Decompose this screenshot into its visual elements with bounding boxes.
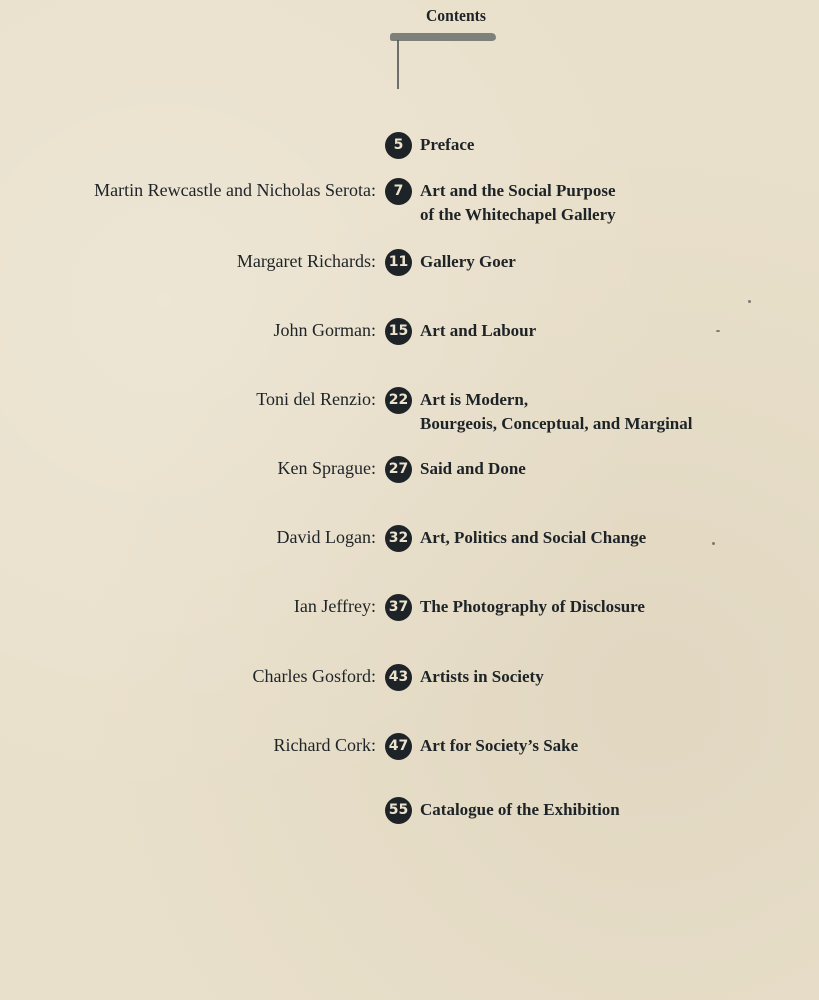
chapter-title-line: Gallery Goer: [420, 252, 516, 271]
page-number-badge: 11: [385, 249, 412, 276]
author-name: Ian Jeffrey:: [293, 596, 376, 616]
toc-entry: [0, 249, 819, 297]
chapter-title: [420, 319, 536, 343]
page-number-badge: 37: [385, 594, 412, 621]
toc-entry: [0, 733, 819, 781]
author-name: John Gorman:: [273, 320, 376, 340]
toc-entry: [0, 664, 819, 712]
paper-speck: [748, 300, 751, 303]
chapter-title: [420, 133, 474, 157]
chapter-title-line: of the Whitechapel Gallery: [420, 205, 616, 224]
toc-entry: [0, 132, 819, 180]
author-name: Martin Rewcastle and Nicholas Serota:: [94, 180, 376, 200]
chapter-title: [420, 595, 645, 619]
toc-entry: [0, 318, 819, 366]
toc-entry: [0, 387, 819, 435]
author-name: Richard Cork:: [273, 735, 376, 755]
chapter-title-line: Said and Done: [420, 459, 526, 478]
author-name: David Logan:: [276, 527, 376, 547]
author-name: Ken Sprague:: [277, 458, 376, 478]
toc-entry: [0, 456, 819, 504]
chapter-title: [420, 798, 620, 822]
chapter-title: [420, 250, 516, 274]
chapter-title-line: Artists in Society: [420, 667, 544, 686]
toc-entry: [0, 594, 819, 642]
page-number-badge: 22: [385, 387, 412, 414]
chapter-title: [420, 734, 578, 758]
page-number-badge: 47: [385, 733, 412, 760]
page-title: Contents: [426, 6, 486, 25]
toc-entry: [0, 178, 819, 226]
page-number-badge: 5: [385, 132, 412, 159]
page-number-badge: 27: [385, 456, 412, 483]
page-number-badge: 15: [385, 318, 412, 345]
chapter-title: [420, 526, 646, 550]
author-name: Margaret Richards:: [236, 251, 376, 271]
paper-speck: [712, 542, 715, 545]
author-name: Toni del Renzio:: [256, 389, 376, 409]
chapter-title-line: Preface: [420, 135, 475, 154]
chapter-title-line: The Photography of Disclosure: [420, 597, 645, 616]
author-name: Charles Gosford:: [252, 666, 376, 686]
page-number-badge: 32: [385, 525, 412, 552]
chapter-title: [420, 665, 544, 689]
chapter-title-line: Art for Society’s Sake: [420, 736, 579, 755]
chapter-title-line: Art is Modern,: [420, 390, 529, 409]
chapter-title: [420, 179, 616, 227]
paper-speck: [716, 330, 720, 332]
chapter-title: [420, 388, 693, 436]
page-number-badge: 43: [385, 664, 412, 691]
chapter-title-line: Art, Politics and Social Change: [420, 528, 647, 547]
page-number-badge: 55: [385, 797, 412, 824]
page-number-badge: 7: [385, 178, 412, 205]
chapter-title-line: Catalogue of the Exhibition: [420, 800, 620, 819]
chapter-title-line: Art and Labour: [420, 321, 537, 340]
chapter-title-line: Bourgeois, Conceptual, and Marginal: [420, 414, 693, 433]
chapter-title: [420, 457, 526, 481]
chapter-title-line: Art and the Social Purpose: [420, 181, 616, 200]
toc-entry: [0, 797, 819, 845]
toc-entry: [0, 525, 819, 573]
